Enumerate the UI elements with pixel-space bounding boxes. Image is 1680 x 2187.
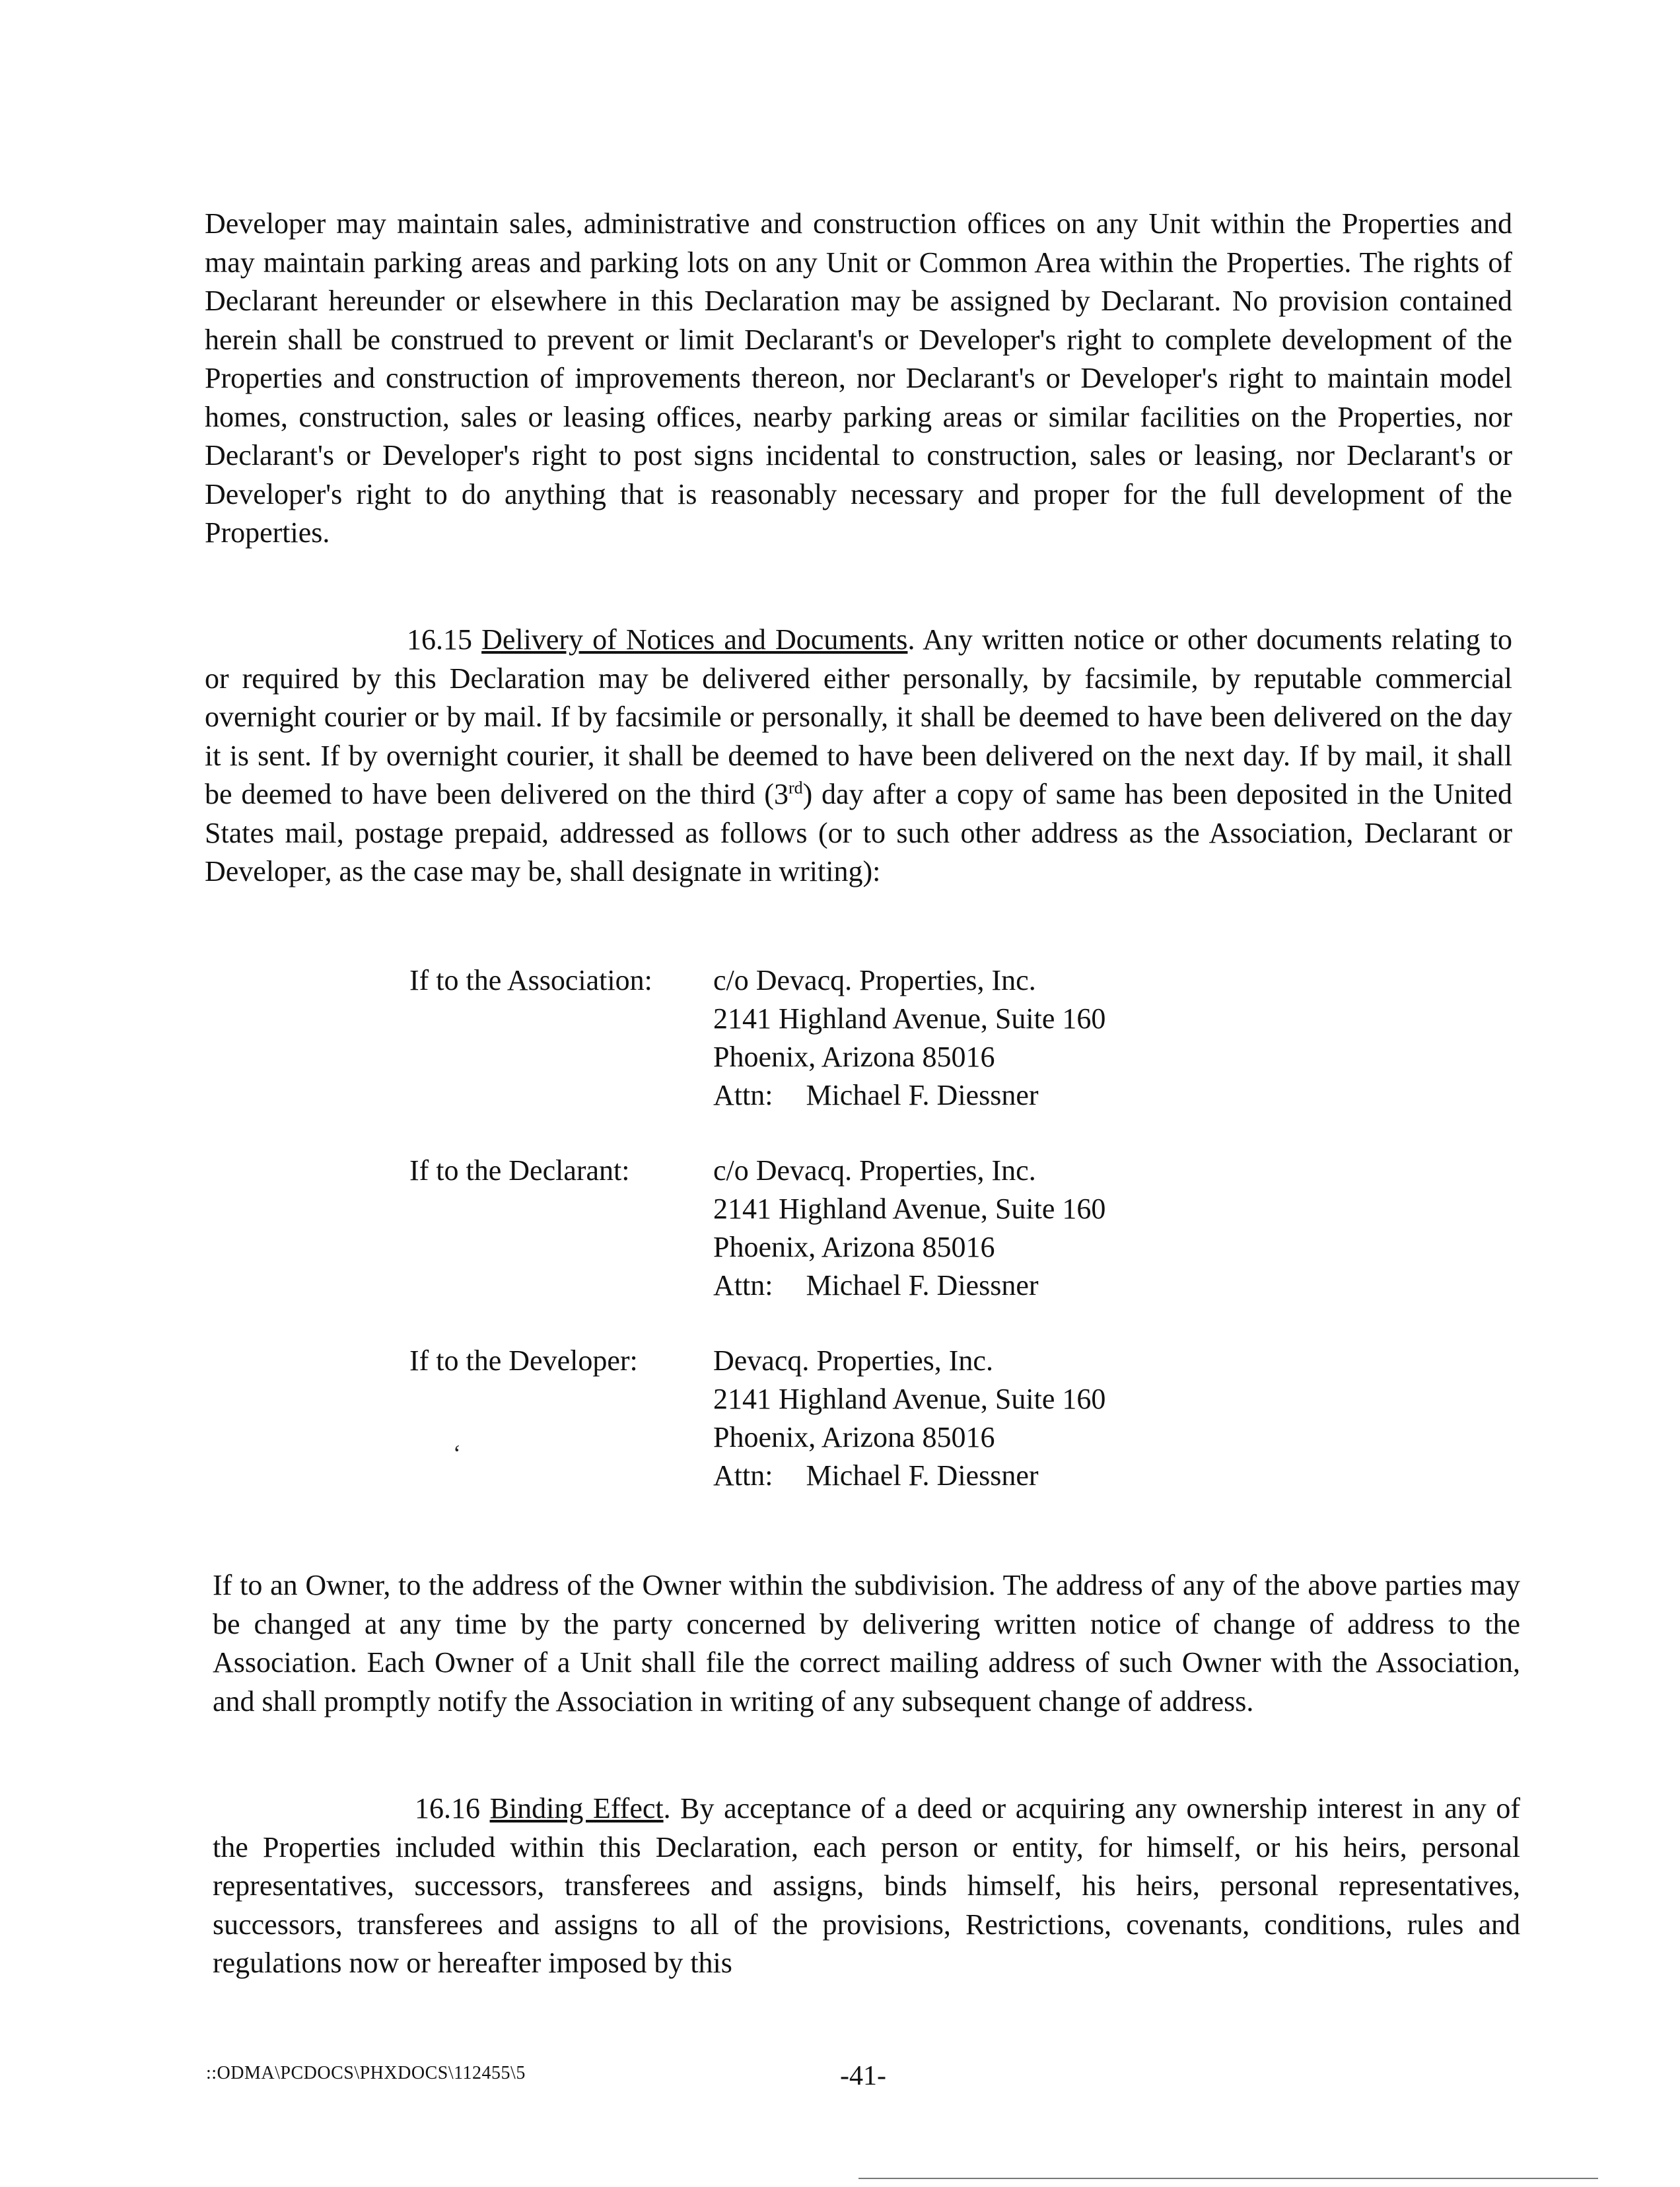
section-heading: Binding Effect: [489, 1792, 664, 1824]
paragraph-owner-address: If to an Owner, to the address of the Owner within the subdivision. The address of any of the above parties may be changed at any time by the party concerned by delivering written notice of change of address to the Association. Each Owner of a Unit shall file the correct mailing address of such Owner with the Association, and shall promptly notify the Association in writing of any subsequent change of address.: [213, 1569, 1520, 1718]
attn-name: Michael F. Diessner: [806, 1269, 1039, 1302]
address-line: Devacq. Properties, Inc.: [713, 1344, 993, 1377]
address-line: Phoenix, Arizona 85016: [713, 1231, 995, 1263]
address-line: 2141 Highland Avenue, Suite 160: [713, 1193, 1106, 1225]
attention-line: [713, 1076, 1105, 1115]
section-text: . By acceptance of a deed or acquiring any ownership interest in any of the Properties included within this Declaration, each person or entity, for himself, or his heirs, personal representatives, successors, transferees and assigns, binds himself, his heirs, personal representatives, successors, transferees and assigns to all of the provisions, Restrictions, covenants, conditions, rules and regulations now or hereafter imposed by this: [213, 1792, 1521, 1979]
attn-label: Attn:: [713, 1269, 773, 1302]
paragraph-developer-rights: Developer may maintain sales, administrative and construction offices on any Unit within the Properties and may maintain parking areas and parking lots on any Unit or Common Area within the Properties. The rights of Declarant hereunder or elsewhere in this Declaration may be assigned by Declarant. No provision contained herein shall be construed to prevent or limit Declarant's or Developer's right to complete development of the Properties and construction of improvements thereon, nor Declarant's or Developer's right to maintain model homes, construction, sales or leasing offices, nearby parking areas or similar facilities on the Properties, nor Declarant's or Developer's right to post signs incidental to construction, sales or leasing, nor Declarant's or Developer's right to do anything that is reasonably necessary and proper for the full development of the Properties.: [205, 207, 1512, 549]
section-number: 16.15: [407, 623, 472, 656]
address-label: If to the Association:: [409, 964, 652, 996]
attention-line: [713, 1267, 1105, 1305]
address-line: 2141 Highland Avenue, Suite 160: [713, 1002, 1106, 1035]
address-lines: [713, 961, 1105, 1115]
section-number: 16.16: [415, 1792, 480, 1824]
address-lines: [713, 1342, 1105, 1495]
address-line: Phoenix, Arizona 85016: [713, 1421, 995, 1453]
attention-line: [713, 1457, 1105, 1495]
section-16-15: [205, 621, 1512, 891]
footer-divider: [858, 2178, 1598, 2179]
attn-name: Michael F. Diessner: [806, 1079, 1039, 1111]
attn-label: Attn:: [713, 1079, 773, 1111]
scan-mark: ‘: [453, 1440, 461, 1467]
section-text: ) day after a copy of same has been deposited in the United States mail, postage prepaid, addressed as follows (or to such other address as the Association, Declarant or Developer, as the case may be, shall designate in writing):: [205, 778, 1512, 887]
page-number: -41-: [840, 2061, 886, 2091]
address-label: If to the Developer:: [409, 1344, 638, 1377]
attn-label: Attn:: [713, 1459, 773, 1492]
address-line: 2141 Highland Avenue, Suite 160: [713, 1383, 1106, 1415]
address-lines: [713, 1152, 1105, 1305]
address-line: Phoenix, Arizona 85016: [713, 1041, 995, 1073]
superscript: rd: [788, 778, 803, 798]
address-line: c/o Devacq. Properties, Inc.: [713, 964, 1036, 996]
section-text: . Any written notice or other documents relating to or required by this Declaration may be delivered either personally, by facsimile, by reputable commercial overnight courier or by mail. If by facsimile or personally, it shall be deemed to have been delivered on the day it is sent. If by overnight courier, it shall be deemed to have been delivered on the next day. If by mail, it shall be deemed to have been delivered on the third (3: [205, 623, 1513, 810]
address-line: c/o Devacq. Properties, Inc.: [713, 1154, 1036, 1187]
section-16-16: [213, 1789, 1520, 1983]
address-label: If to the Declarant:: [409, 1154, 630, 1187]
section-heading: Delivery of Notices and Documents: [481, 623, 908, 656]
document-path: ::ODMA\PCDOCS\PHXDOCS\112455\5: [206, 2063, 526, 2083]
attn-name: Michael F. Diessner: [806, 1459, 1039, 1492]
